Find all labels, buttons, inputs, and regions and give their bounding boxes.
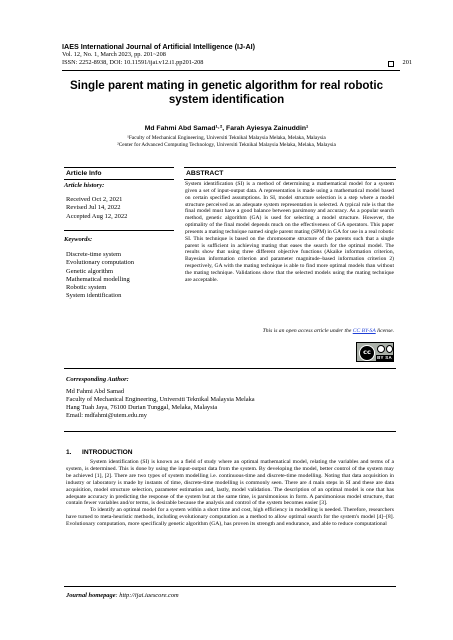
abstract-heading: ABSTRACT [186,170,224,177]
journal-header [62,42,412,68]
cc-badge-label [376,355,393,361]
page-number: 201 [402,59,412,67]
paragraph: System identification (SI) is known as a field of study where an optimal mathematical model, relating the variables and terms of a system, is determined. This is done by using the input-output data from the system. By developing the model, better control of the system may be achieved [1], [2]. There are two types of system modelling i.e. continuous-time and discrete-time modelling. Noting that data acquisition in industry or laboratory is made by instants of time, discrete-time modelling is commonly seen. There are 4 main steps in SI and these are data acquisition, model structure selection, parameter estimation and, lastly, model validation. The description of an optimal model is one that has adequate accuracy in predicting the response of the system but at the same time, is parsimonious in form. A parsimonious model structure, that contain fewer variables and/or terms, is desirable because the analysis and control of the system becomes easier [3]. [66,459,394,507]
keywords-rule [64,230,174,231]
author-list: Md Fahmi Abd Samad¹·², Farah Ayiesya Zainuddin¹ [144,125,309,132]
info-head-rule [64,179,174,180]
homepage-url: : http://ijai.iaescore.com [115,592,179,599]
history-heading: Article history: [64,182,105,189]
body-text [66,459,394,528]
keyword: System identification [66,292,122,300]
corresponding-email: Email: mdfahmi@utem.edu.my [66,412,147,419]
corresponding-faculty: Faculty of Mechanical Engineering, Universiti Teknikal Malaysia Melaka [66,396,255,403]
keyword: Evolutionary computation [66,259,135,267]
license-prefix: This is an open access article under the [262,328,353,334]
affiliation-2: ²Center for Advanced Computing Technology, Universiti Teknikal Malaysia Melaka, Melaka, Malaysia [117,142,336,148]
keyword: Genetic algorithm [66,267,114,275]
footer-rule [64,586,396,587]
cc-by-sa-badge [356,342,394,362]
journal-volume: Vol. 12, No. 1, March 2023, pp. 201~208 [62,51,166,59]
corresponding-rule [64,368,396,369]
paper-title: Single parent mating in genetic algorithm for real robotic system identification [69,79,384,107]
affiliations [62,135,391,149]
keyword: Mathematical modelling [66,275,130,283]
section-number: 1. [66,449,72,456]
history-received: Received Oct 2, 2021 [66,196,123,203]
corresponding-heading: Corresponding Author: [66,376,129,383]
issn-row [62,59,412,67]
section-heading [66,449,133,456]
paragraph: To identify an optimal model for a system within a short time and cost, high efficiency in modelling is needed. Therefore, researchers have turned to meta-heuristic methods, including evolutionary computation as a method to allow optimal search for the system's model [4]–[8]. Evolutionary computation, more specifically genetic algorithm (GA), has proven its strength and endurance, and able to reduce computational [66,507,394,528]
body-top-rule [64,431,396,432]
history-list [66,196,127,221]
info-top-rule [64,167,174,168]
journal-name: IAES International Journal of Artificial Intelligence (IJ-AI) [62,42,256,51]
history-accepted: Accepted Aug 12, 2022 [66,212,128,220]
corresponding-address: Hang Tuah Jaya, 76100 Durian Tunggal, Melaka, Malaysia [66,404,218,411]
share-alike-icon [386,345,393,353]
history-revised: Revised Jul 14, 2022 [66,204,121,212]
page-number-group [388,59,412,67]
journal-homepage [66,592,179,599]
license-suffix: license. [375,328,394,334]
license-line [185,328,394,334]
abstract-head-rule [184,179,396,180]
journal-issn: ISSN: 2252-8938, DOI: 10.11591/ijai.v12.i1.pp201-208 [62,59,204,67]
corresponding-block [66,388,255,420]
keywords-list [66,251,134,301]
corresponding-name: Md Fahmi Abd Samad [66,388,125,395]
keyword: Robotic system [66,284,107,292]
cc-badge-by: BY [377,355,384,360]
homepage-label: Journal homepage [66,592,116,599]
affiliation-1: ¹Faculty of Mechanical Engineering, Universiti Teknikal Malaysia Melaka, Melaka, Malaysia [127,135,326,141]
by-person-icon [377,345,385,353]
header-rule [62,70,400,71]
section-title: INTRODUCTION [82,449,133,456]
cc-logo-icon: cc [359,345,375,361]
square-icon [388,61,394,67]
article-info-heading: Article Info [66,170,102,177]
abstract-top-rule [184,167,396,168]
cc-badge-sa: SA [385,355,392,360]
keywords-heading: Keywords: [64,236,93,243]
keyword: Discrete-time system [66,251,122,258]
license-link[interactable]: CC BY-SA [352,328,376,334]
abstract-text: System identification (SI) is a method of determining a mathematical model for a system given a set of input-output data. A representation is made using a mathematical model based on certain specified assumptions. In SI, model structure selection is a step where a model structure perceived as an adequate system representation is selected. A typical rule is that the final model must have a good balance between parsimony and accuracy. As a popular search method, genetic algorithm (GA) is used for selecting a model structure. However, the optimality of the final model depends much on the effectiveness of GA operators. This paper presents a mating technique named single parent mating (SPM) in GA for use in a real robotic SI. This technique is based on the chromosome structure of the parents such that a single parent is sufficient in achieving mating that eases the search for the optimal model. The results show that using three different objective functions (Akaike information criterion, Bayesian information criterion and parameter magnitude–based information criterion 2) respectively, GA with the mating technique is able to find more optimal models than without the mating technique. Validations show that the selected models using the mating technique are acceptable. [185,181,394,283]
